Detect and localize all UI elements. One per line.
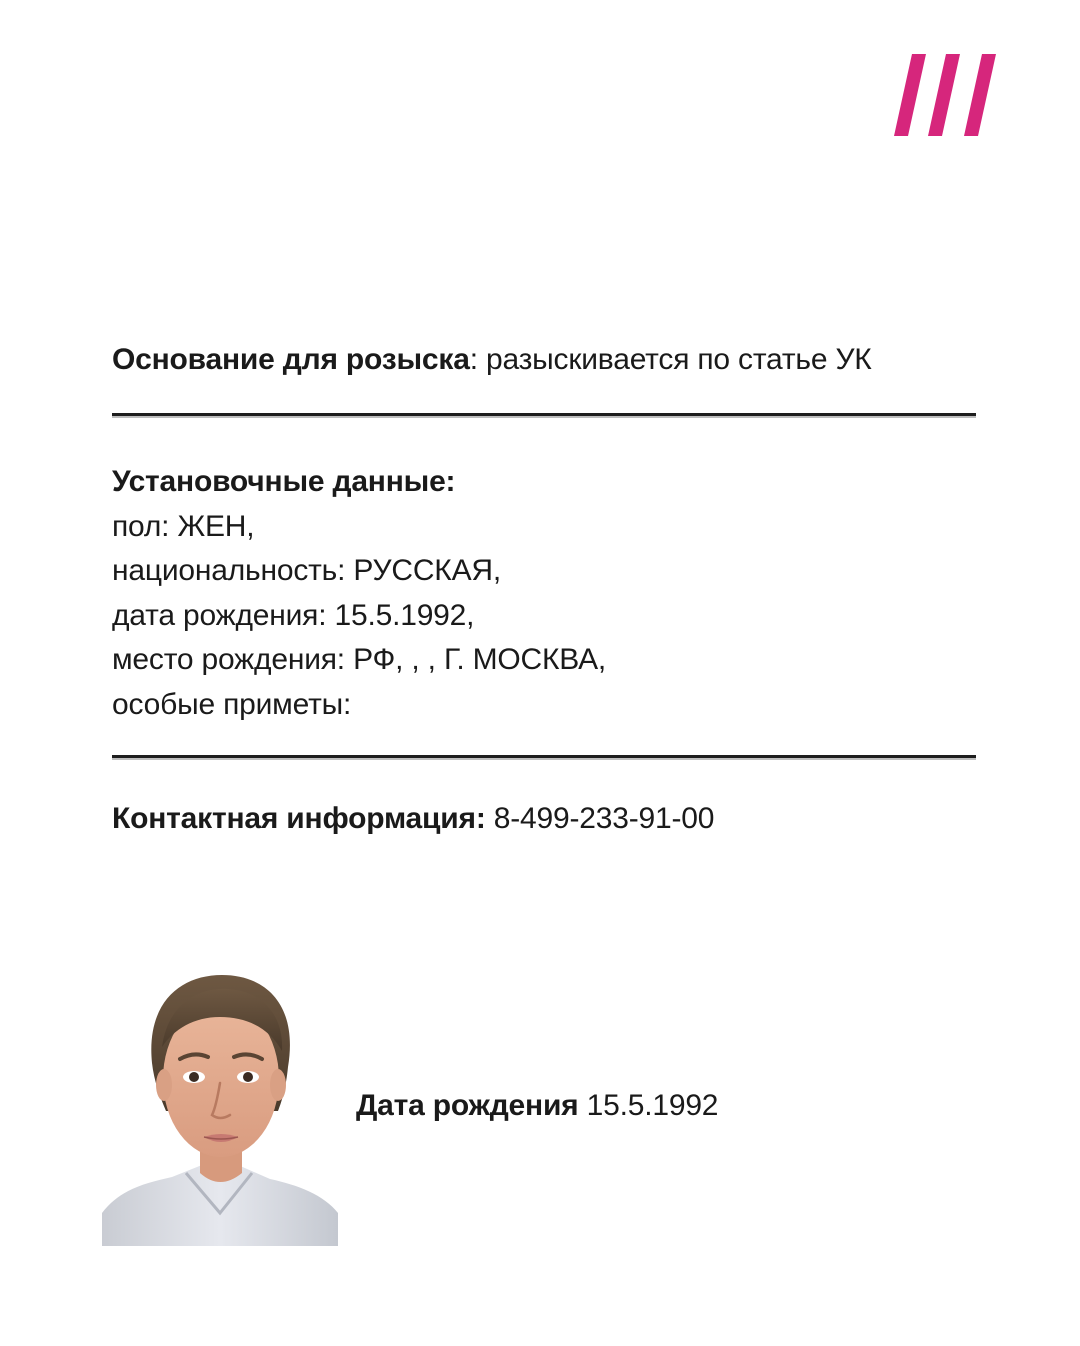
three-slashes-logo-icon bbox=[894, 54, 1000, 136]
photo-birth-date-value: 15.5.1992 bbox=[578, 1089, 719, 1122]
identification-heading: Установочные данные: bbox=[112, 465, 456, 498]
identification-birth-place: место рождения: РФ, , , Г. МОСКВА, bbox=[112, 643, 607, 677]
divider bbox=[112, 413, 976, 416]
contact-info bbox=[112, 798, 714, 840]
portrait-photo bbox=[102, 951, 338, 1246]
contact-phone: 8-499-233-91-00 bbox=[485, 802, 715, 835]
portrait-illustration bbox=[102, 951, 338, 1246]
identification-sex: пол: ЖЕН, bbox=[112, 509, 255, 543]
identification-nationality: национальность: РУССКАЯ, bbox=[112, 554, 501, 588]
wanted-reason-separator: : bbox=[469, 343, 478, 376]
photo-birth-date-label: Дата рождения bbox=[356, 1089, 579, 1122]
identification-special-marks: особые приметы: bbox=[112, 687, 352, 721]
identification-birth-date: дата рождения: 15.5.1992, bbox=[112, 598, 475, 632]
wanted-reason-label: Основание для розыска bbox=[112, 343, 470, 376]
identification-block bbox=[112, 460, 606, 728]
wanted-reason-value: разыскивается по статье УК bbox=[477, 343, 872, 376]
divider bbox=[112, 755, 976, 758]
wanted-reason bbox=[112, 339, 872, 381]
photo-birth-date bbox=[356, 1085, 718, 1127]
contact-label: Контактная информация: bbox=[112, 802, 486, 835]
